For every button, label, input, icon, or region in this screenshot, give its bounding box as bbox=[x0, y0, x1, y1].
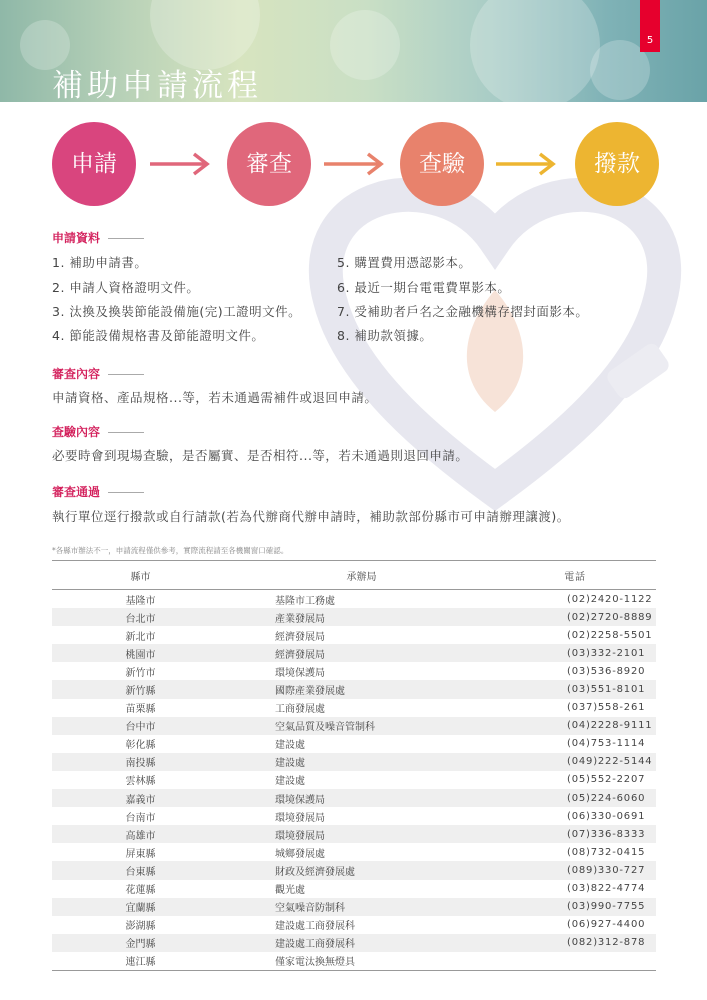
list-item: 5. 購置費用憑認影本。 bbox=[337, 255, 472, 270]
table-header-row bbox=[52, 561, 656, 590]
column-header-county: 縣市 bbox=[52, 561, 229, 590]
list-item: 6. 最近一期台電電費單影本。 bbox=[337, 280, 511, 295]
phone-cell: (08)732-0415 bbox=[567, 846, 646, 858]
contacts-table bbox=[52, 560, 656, 971]
agency-cell: 工商發展處 bbox=[275, 704, 325, 716]
table-row bbox=[52, 898, 656, 916]
table-row bbox=[52, 952, 656, 971]
county-cell: 台北市 bbox=[52, 608, 229, 626]
table-row bbox=[52, 608, 656, 626]
review-heading: 審查內容 bbox=[52, 365, 144, 382]
agency-cell: 環境發展局 bbox=[275, 812, 325, 824]
agency-cell: 財政及經濟發展處 bbox=[229, 861, 495, 879]
inspection-heading: 查驗內容 bbox=[52, 423, 144, 440]
agency-cell: 僅家電汰換無燈具 bbox=[229, 952, 495, 971]
column-header-phone: 電話 bbox=[495, 561, 656, 590]
county-cell: 台南市 bbox=[125, 812, 156, 824]
agency-cell: 經濟發展局 bbox=[275, 631, 325, 643]
list-item: 1. 補助申請書。 bbox=[52, 255, 148, 270]
phone-cell: (02)2720-8889 bbox=[495, 608, 656, 626]
list-item: 4. 節能設備規格書及節能證明文件。 bbox=[52, 328, 265, 343]
arrow-icon bbox=[150, 152, 212, 176]
county-cell: 苗栗縣 bbox=[125, 704, 156, 716]
county-cell: 屏東縣 bbox=[125, 848, 156, 860]
phone-cell: (05)552-2207 bbox=[567, 774, 646, 786]
table-body bbox=[52, 590, 656, 971]
phone-cell: (037)558-261 bbox=[567, 702, 646, 714]
county-cell: 基隆市 bbox=[125, 595, 156, 607]
phone-cell: (03)990-7755 bbox=[495, 898, 656, 916]
table-row bbox=[52, 626, 656, 644]
phone-cell: (03)332-2101 bbox=[495, 644, 656, 662]
county-cell: 台東縣 bbox=[52, 861, 229, 879]
agency-cell: 環境發展局 bbox=[229, 825, 495, 843]
table-row bbox=[52, 735, 656, 753]
phone-cell: (06)330-0691 bbox=[567, 810, 646, 822]
table-row bbox=[52, 644, 656, 662]
step-review: 審查 bbox=[227, 122, 311, 206]
column-header-agency: 承辦局 bbox=[229, 561, 495, 590]
county-cell: 連江縣 bbox=[52, 952, 229, 971]
agency-cell: 環境保護局 bbox=[229, 789, 495, 807]
agency-cell: 觀光處 bbox=[275, 885, 305, 897]
agency-cell: 環境保護局 bbox=[275, 667, 325, 679]
page-title: 補助申請流程 bbox=[52, 68, 262, 102]
step-inspection: 查驗 bbox=[400, 122, 484, 206]
phone-cell: (04)2228-9111 bbox=[495, 717, 656, 735]
phone-cell: (082)312-878 bbox=[495, 934, 656, 952]
agency-cell: 空氣噪音防制科 bbox=[229, 898, 495, 916]
phone-cell: (04)753-1114 bbox=[567, 738, 646, 750]
approval-text: 執行單位逕行撥款或自行請款(若為代辦商代辦申請時，補助款部份縣市可申請辦理讓渡)。 bbox=[52, 509, 570, 524]
agency-cell: 國際產業發展處 bbox=[229, 680, 495, 698]
list-item: 8. 補助款領據。 bbox=[337, 328, 433, 343]
table-row bbox=[52, 843, 656, 861]
header-banner bbox=[0, 0, 707, 102]
arrow-icon bbox=[496, 152, 558, 176]
table-row bbox=[52, 680, 656, 698]
table-row bbox=[52, 753, 656, 771]
review-text: 申請資格、產品規格...等，若未通過需補件或退回申請。 bbox=[52, 390, 378, 405]
agency-cell: 建設處工商發展科 bbox=[275, 921, 355, 933]
table-row bbox=[52, 662, 656, 680]
table-row bbox=[52, 590, 656, 609]
county-cell: 桃園市 bbox=[52, 644, 229, 662]
agency-cell: 建設處 bbox=[275, 740, 305, 752]
step-payment: 撥款 bbox=[575, 122, 659, 206]
agency-cell: 基隆市工務處 bbox=[275, 595, 335, 607]
table-row bbox=[52, 771, 656, 789]
table-row bbox=[52, 825, 656, 843]
phone-cell: (07)336-8333 bbox=[495, 825, 656, 843]
phone-cell: (03)536-8920 bbox=[567, 665, 646, 677]
county-cell: 新北市 bbox=[125, 631, 156, 643]
table-row bbox=[52, 916, 656, 934]
agency-cell: 空氣品質及噪音管制科 bbox=[229, 717, 495, 735]
table-row bbox=[52, 861, 656, 879]
phone-cell: (06)927-4400 bbox=[567, 919, 646, 931]
agency-cell: 建設處 bbox=[275, 776, 305, 788]
agency-cell: 產業發展局 bbox=[229, 608, 495, 626]
phone-cell: (049)222-5144 bbox=[495, 753, 656, 771]
table-row bbox=[52, 934, 656, 952]
county-cell: 澎湖縣 bbox=[125, 921, 156, 933]
table-row bbox=[52, 880, 656, 898]
county-cell: 嘉義市 bbox=[52, 789, 229, 807]
table-row bbox=[52, 807, 656, 825]
county-cell: 南投縣 bbox=[52, 753, 229, 771]
county-cell: 彰化縣 bbox=[125, 740, 156, 752]
application-heading: 申請資料 bbox=[52, 229, 144, 246]
county-cell: 金門縣 bbox=[52, 934, 229, 952]
list-item: 3. 汰換及換裝節能設備施(完)工證明文件。 bbox=[52, 304, 302, 319]
arrow-icon bbox=[324, 152, 386, 176]
county-cell: 高雄市 bbox=[52, 825, 229, 843]
list-item: 7. 受補助者戶名之金融機構存摺封面影本。 bbox=[337, 304, 589, 319]
phone-cell: (05)224-6060 bbox=[495, 789, 656, 807]
step-apply: 申請 bbox=[52, 122, 136, 206]
page-number: 5 bbox=[640, 0, 660, 52]
table-row bbox=[52, 717, 656, 735]
approval-heading: 審查通過 bbox=[52, 483, 144, 500]
process-steps bbox=[52, 122, 662, 206]
county-cell: 新竹縣 bbox=[52, 680, 229, 698]
phone-cell: (03)551-8101 bbox=[495, 680, 656, 698]
county-cell: 新竹市 bbox=[125, 667, 156, 679]
phone-cell: (089)330-727 bbox=[495, 861, 656, 879]
county-cell: 雲林縣 bbox=[125, 776, 156, 788]
phone-cell: (02)2258-5501 bbox=[567, 629, 653, 641]
inspection-text: 必要時會到現場查驗，是否屬實、是否相符...等，若未通過則退回申請。 bbox=[52, 448, 469, 463]
county-cell: 花蓮縣 bbox=[125, 885, 156, 897]
agency-cell: 建設處 bbox=[229, 753, 495, 771]
county-cell: 宜蘭縣 bbox=[52, 898, 229, 916]
list-item: 2. 申請人資格證明文件。 bbox=[52, 280, 200, 295]
county-cell: 台中市 bbox=[52, 717, 229, 735]
agency-cell: 經濟發展局 bbox=[229, 644, 495, 662]
table-row bbox=[52, 699, 656, 717]
phone-cell: (02)2420-1122 bbox=[567, 593, 653, 605]
agency-cell: 建設處工商發展科 bbox=[229, 934, 495, 952]
agency-cell: 城鄉發展處 bbox=[275, 848, 325, 860]
table-row bbox=[52, 789, 656, 807]
phone-cell: (03)822-4774 bbox=[567, 883, 646, 895]
footnote: *各縣市辦法不一，申請流程僅供參考，實際流程請至各機關窗口確認。 bbox=[52, 546, 289, 555]
phone-cell bbox=[495, 952, 656, 971]
